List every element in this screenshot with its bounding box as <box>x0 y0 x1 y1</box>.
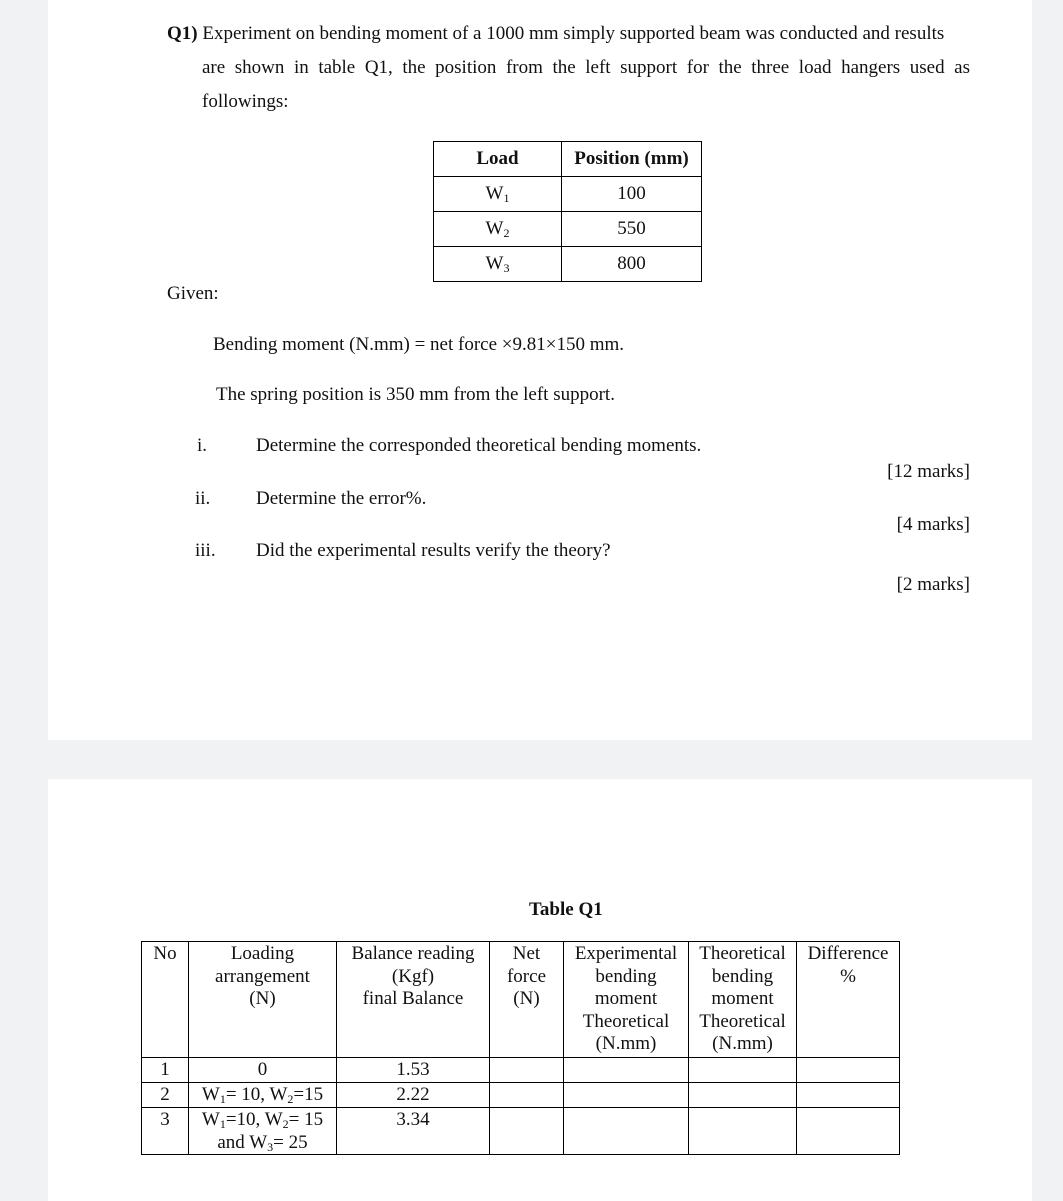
document-page-2 <box>48 779 1032 1201</box>
header-line: (Kgf) <box>391 965 435 987</box>
row-number: 2 <box>142 1083 189 1108</box>
task-text: Determine the corresponded theoretical bending moments. <box>256 435 702 456</box>
balance-reading-cell: 2.22 <box>337 1083 490 1108</box>
header-line: % <box>840 965 856 987</box>
position-cell: 100 <box>562 177 702 212</box>
question-text-1: Experiment on bending moment of a 1000 mm simply supported beam was conducted and results <box>202 23 945 44</box>
header-no <box>142 942 189 1058</box>
task-text: Did the experimental results verify the theory? <box>256 540 611 561</box>
header-line: (N.mm) <box>712 1033 773 1054</box>
spring-position-text: The spring position is 350 mm from the left support. <box>216 384 615 405</box>
load-table-header-row <box>434 142 702 177</box>
header-difference <box>797 942 900 1058</box>
theoretical-moment-cell <box>689 1108 797 1155</box>
arrangement-line: $W_1=10$, $W_2= 15$ <box>201 1109 324 1131</box>
header-line: Loading <box>230 943 295 964</box>
header-line: Theoretical <box>582 1010 670 1032</box>
question-label: Q1) <box>167 23 198 44</box>
task-marks: [4 marks] <box>896 514 970 535</box>
position-cell: 800 <box>562 247 702 282</box>
table-row <box>434 177 702 212</box>
row-number: 1 <box>142 1058 189 1083</box>
table-row <box>434 212 702 247</box>
balance-reading-cell: 3.34 <box>337 1108 490 1155</box>
header-line: Net <box>512 943 541 964</box>
header-line: moment <box>711 988 774 1009</box>
position-cell: 550 <box>562 212 702 247</box>
arrangement-line: $W_1= 10$, $W_2=15$ <box>201 1084 324 1106</box>
header-balance-reading <box>337 942 490 1058</box>
header-line: (N) <box>513 988 540 1009</box>
net-force-cell <box>490 1058 564 1083</box>
header-line: No <box>153 943 177 964</box>
difference-cell <box>797 1058 900 1083</box>
load-subscript: 2 <box>503 226 510 240</box>
given-label: Given: <box>167 283 219 304</box>
table-row <box>434 247 702 282</box>
loading-arrangement-cell <box>189 1083 337 1108</box>
load-symbol: W <box>485 253 504 274</box>
load-cell <box>434 212 562 247</box>
experimental-moment-cell <box>564 1083 689 1108</box>
question-line-1 <box>167 23 944 45</box>
table-title: Table Q1 <box>529 899 603 920</box>
table-row <box>142 1108 900 1155</box>
position-header: Position (mm) <box>562 142 702 177</box>
task-marks: [12 marks] <box>887 461 970 482</box>
header-experimental-moment <box>564 942 689 1058</box>
header-net-force <box>490 942 564 1058</box>
load-cell <box>434 177 562 212</box>
load-subscript: 1 <box>503 191 510 205</box>
load-header: Load <box>434 142 562 177</box>
theoretical-moment-cell <box>689 1058 797 1083</box>
theoretical-moment-cell <box>689 1083 797 1108</box>
task-number: i. <box>197 435 208 456</box>
results-header-row <box>142 942 900 1058</box>
load-position-table <box>433 141 702 282</box>
net-force-cell <box>490 1108 564 1155</box>
header-line: (N.mm) <box>595 1033 657 1054</box>
results-table <box>141 941 900 1155</box>
question-line-3: followings: <box>202 91 289 112</box>
arrangement-line: and $W_3= 25$ <box>217 1132 308 1154</box>
header-line: Difference <box>807 943 889 964</box>
task-number: ii. <box>195 488 211 509</box>
header-line: final Balance <box>362 988 464 1009</box>
balance-reading-cell: 1.53 <box>337 1058 490 1083</box>
header-line: bending <box>711 965 774 987</box>
table-row <box>142 1083 900 1108</box>
load-symbol: W <box>485 183 504 204</box>
load-symbol: W <box>485 218 504 239</box>
loading-arrangement-cell <box>189 1058 337 1083</box>
arrangement-line: 0 <box>257 1059 268 1080</box>
difference-cell <box>797 1083 900 1108</box>
header-line: Theoretical <box>699 1010 786 1032</box>
header-line: arrangement <box>215 965 310 987</box>
bending-moment-formula: Bending moment (N.mm) = net force ×9.81×150 mm. <box>213 334 625 355</box>
header-line: Experimental <box>574 943 678 964</box>
header-line: Theoretical <box>699 943 786 964</box>
header-line: bending <box>595 965 657 987</box>
net-force-cell <box>490 1083 564 1108</box>
header-line: (N) <box>249 988 276 1009</box>
header-line: Balance reading <box>351 943 475 964</box>
task-number: iii. <box>195 540 216 561</box>
header-loading-arrangement <box>189 942 337 1058</box>
loading-arrangement-cell <box>189 1108 337 1155</box>
header-line: moment <box>594 988 658 1009</box>
task-marks: [2 marks] <box>896 574 970 595</box>
document-page-1 <box>48 0 1032 740</box>
load-subscript: 3 <box>503 261 510 275</box>
header-line: force <box>506 965 547 987</box>
experimental-moment-cell <box>564 1058 689 1083</box>
header-theoretical-moment <box>689 942 797 1058</box>
difference-cell <box>797 1108 900 1155</box>
table-row <box>142 1058 900 1083</box>
question-line-2: are shown in table Q1, the position from the left support for the three load hangers used as <box>202 57 970 78</box>
load-cell <box>434 247 562 282</box>
row-number: 3 <box>142 1108 189 1155</box>
experimental-moment-cell <box>564 1108 689 1155</box>
task-text: Determine the error%. <box>256 488 427 509</box>
